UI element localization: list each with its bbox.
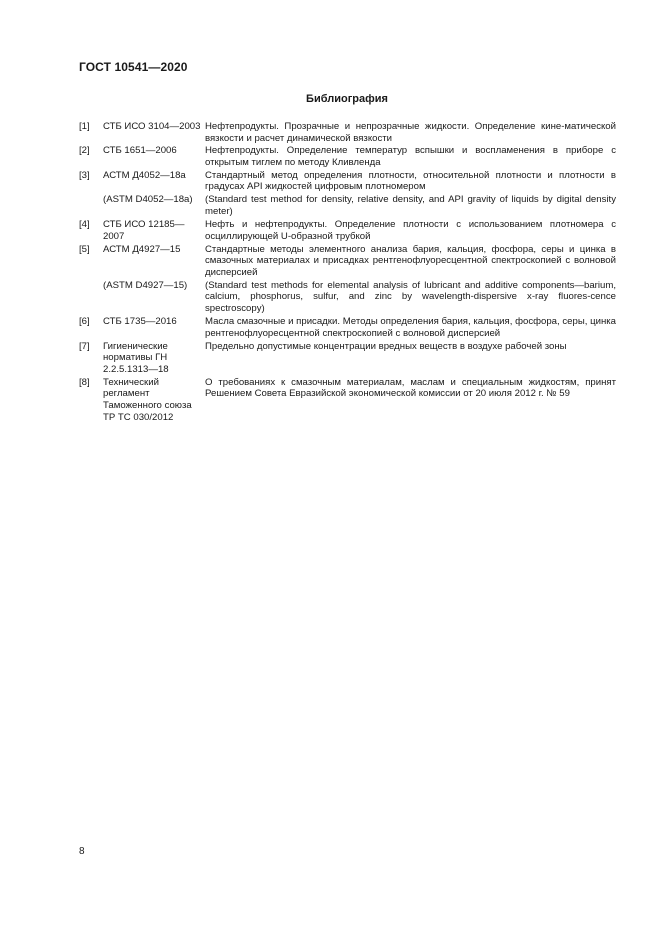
entry-number — [79, 280, 103, 315]
entry-number: [2] — [79, 145, 90, 157]
entry-code: СТБ ИСО 12185—2007 — [103, 219, 185, 242]
entry-number: [5] — [79, 243, 90, 255]
entry-code: СТБ 1735—2016 — [103, 316, 177, 328]
bibliography-entry-3 — [79, 170, 616, 193]
entry-description: Нефтепродукты. Прозрачные и непрозрачные жидкости. Определение кине-матической вязкости и расчет динамической вязкости — [205, 121, 616, 144]
entry-description: Масла смазочные и присадки. Методы определения бария, кальция, фосфора, серы, цинка рентгенофлуоресцентной спектроскопией с волновой дисперсией — [205, 316, 616, 340]
entry-code: СТБ 1651—2006 — [103, 145, 177, 157]
entry-code: СТБ ИСО 3104—2003 — [103, 121, 201, 132]
entry-description: О требованиях к смазочным материалам, маслам и специальным жидкостям, принят Решением Совета Евразийской экономической комиссии от 20 июля 2012 г. № 59 — [205, 376, 616, 400]
entry-number: [8] — [79, 376, 90, 388]
entry-number: [6] — [79, 316, 90, 328]
page-number: 8 — [79, 846, 85, 857]
entry-description: Стандартный метод определения плотности, относительной плотности и плотности в градусах API жидкостей цифровым плотномером — [205, 169, 616, 193]
bibliography-entry-2 — [79, 145, 616, 168]
entry-description: Нефтепродукты. Определение температур вспышки и воспламенения в приборе с открытым тиглем по методу Кливленда — [205, 145, 616, 168]
entry-number: [7] — [79, 340, 90, 352]
entry-number — [79, 194, 103, 217]
entry-code: Гигиенические нормативы ГН 2.2.5.1313—18 — [103, 340, 169, 375]
entry-code: (ASTM D4927—15) — [103, 279, 188, 291]
entry-description: Стандартные методы элементного анализа бария, кальция, фосфора, серы и цинка в смазочных материалах и присадках рентгенофлуоресцентной спектроскопией с волновой дисперсией — [205, 243, 616, 278]
bibliography-list — [79, 121, 616, 424]
entry-description: Нефть и нефтепродукты. Определение плотности с использованием плотномера с осциллирующей U-образной трубкой — [205, 219, 616, 242]
entry-code: АСТМ Д4927—15 — [103, 243, 181, 255]
entry-description: (Standard test method for density, relative density, and API gravity of liquids by digital density meter) — [205, 194, 616, 217]
entry-number: [4] — [79, 219, 90, 231]
bibliography-entry-3-original — [79, 194, 616, 217]
bibliography-entry-6 — [79, 316, 616, 339]
bibliography-entry-4 — [79, 219, 616, 242]
bibliography-entry-8 — [79, 377, 616, 423]
entry-description: (Standard test methods for elemental analysis of lubricant and additive components—barium, calcium, phosphorus, sulfur, and zinc by wavelength-dispersive x-ray fluores-cence spectroscopy) — [205, 279, 616, 314]
entry-number: [1] — [79, 121, 90, 132]
entry-code: АСТМ Д4052—18а — [103, 169, 186, 181]
entry-number: [3] — [79, 169, 90, 181]
bibliography-entry-1 — [79, 121, 616, 144]
bibliography-entry-7 — [79, 341, 616, 376]
document-code: ГОСТ 10541—2020 — [79, 60, 188, 74]
entry-code: (ASTM D4052—18a) — [103, 194, 193, 206]
bibliography-title: Библиография — [306, 93, 388, 105]
bibliography-entry-5 — [79, 244, 616, 279]
bibliography-entry-5-original — [79, 280, 616, 315]
entry-code: Технический регламент Таможенного союза ТР ТС 030/2012 — [103, 376, 192, 423]
entry-description: Предельно допустимые концентрации вредных веществ в воздухе рабочей зоны — [205, 340, 567, 352]
